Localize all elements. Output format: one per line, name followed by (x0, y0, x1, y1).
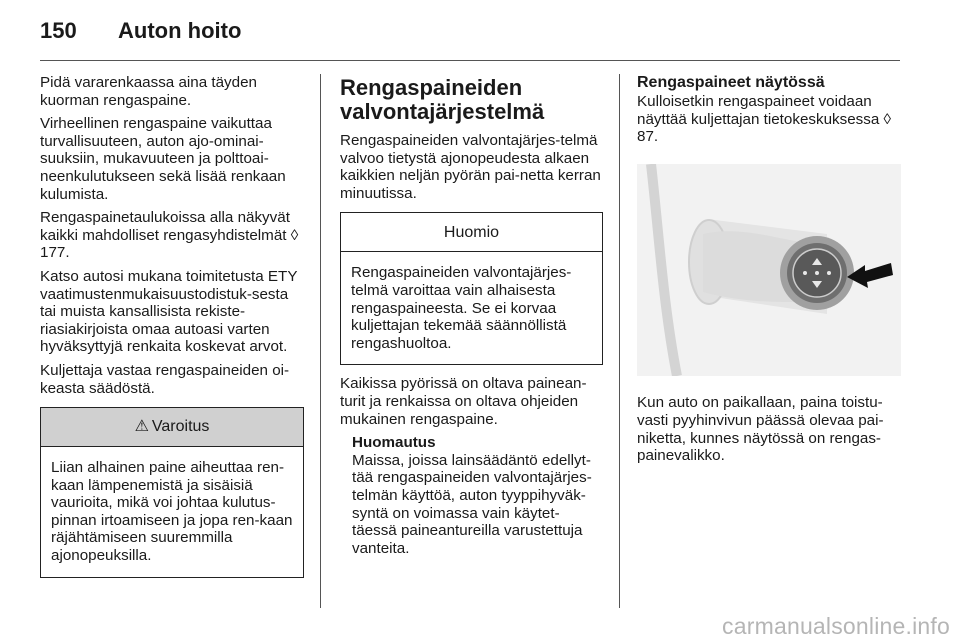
column-2 (340, 74, 603, 557)
column-1 (40, 74, 304, 578)
paragraph: Virheellinen rengaspaine vaikuttaa turvallisuuteen, auton ajo-ominai-suuksiin, mukavuuteen ja polttoai-neenkulutukseen sekä lisää renkaan kulumista. (40, 115, 286, 203)
paragraph: Kuljettaja vastaa rengaspaineiden oi-keasta säädöstä. (40, 361, 290, 397)
paragraph: Kun auto on paikallaan, paina toistu-vasti pyyhinvivun päässä olevaa pai-niketta, kunnes näytössä on rengas-painevalikko. (637, 394, 884, 465)
section-heading: Rengaspaineiden valvontajärjestelmä (340, 75, 545, 124)
header-rule (40, 60, 900, 61)
paragraph: Pidä vararenkaassa aina täyden kuorman rengaspaine. (40, 74, 257, 109)
caution-text: Rengaspaineiden valvontajärjes-telmä varoittaa vain alhaisesta rengaspaineesta. Se ei korvaa kuljettajan tekemää säännöllistä rengashuoltoa. (351, 264, 572, 352)
warning-title: Varoitus (151, 418, 210, 436)
paragraph: Kaikissa pyörissä on oltava painean-turit ja renkaissa on oltava ohjeiden mukainen rengaspaine. (340, 375, 587, 428)
note-text: Maissa, joissa lainsäädäntö edellyt-tää rengaspaineiden valvontajärjes-telmän käyttöä, auton tyyppihyväk-syntä on voimassa vain käytet-täessä paineantureilla varustettuja vanteita. (352, 451, 592, 557)
note (352, 434, 603, 557)
column-3 (637, 74, 901, 471)
paragraph: Rengaspaineiden valvontajärjes-telmä valvoo tietystä ajonopeudesta alkaen kaikkien neljän pyörän pai-netta kerran minuutissa. (340, 132, 601, 202)
note-title: Huomautus (352, 434, 436, 452)
warning-text: Liian alhainen paine aiheuttaa ren-kaan lämpenemistä ja sisäisiä vaurioita, mikä voi johtaa kulutus-pinnan irtoamiseen ja jopa ren-kaan räjähtämiseen suuremmilla ajonopeuksilla. (51, 459, 293, 565)
caution-box (340, 212, 603, 365)
page-header (40, 18, 241, 48)
column-divider-1 (320, 74, 321, 608)
wiper-lever-illustration (637, 164, 901, 376)
warning-box (40, 407, 304, 578)
watermark: carmanualsonline.info (722, 613, 950, 639)
chapter-title: Auton hoito (118, 18, 242, 43)
warning-triangle-icon: ⚠ (134, 418, 149, 436)
paragraph: Katso autosi mukana toimitetusta ETY vaatimustenmukaisuustodistuk-sesta tai muista kansallisista rekiste-riasiakirjoista omaa autoasi varten hyväksyttyjä renkaita koskevat arvot. (40, 267, 298, 356)
warning-header (41, 408, 303, 447)
column-divider-2 (619, 74, 620, 608)
paragraph: Kulloisetkin rengaspaineet voidaan näyttää kuljettajan tietokeskuksessa ◊ 87. (637, 93, 892, 146)
page-number: 150 (40, 18, 77, 43)
section-heading: Rengaspaineet näytössä (637, 74, 825, 91)
caution-header: Huomio (341, 213, 602, 252)
paragraph: Rengaspainetaulukoissa alla näkyvät kaikki mahdolliset rengasyhdistelmät ◊ 177. (40, 209, 299, 262)
